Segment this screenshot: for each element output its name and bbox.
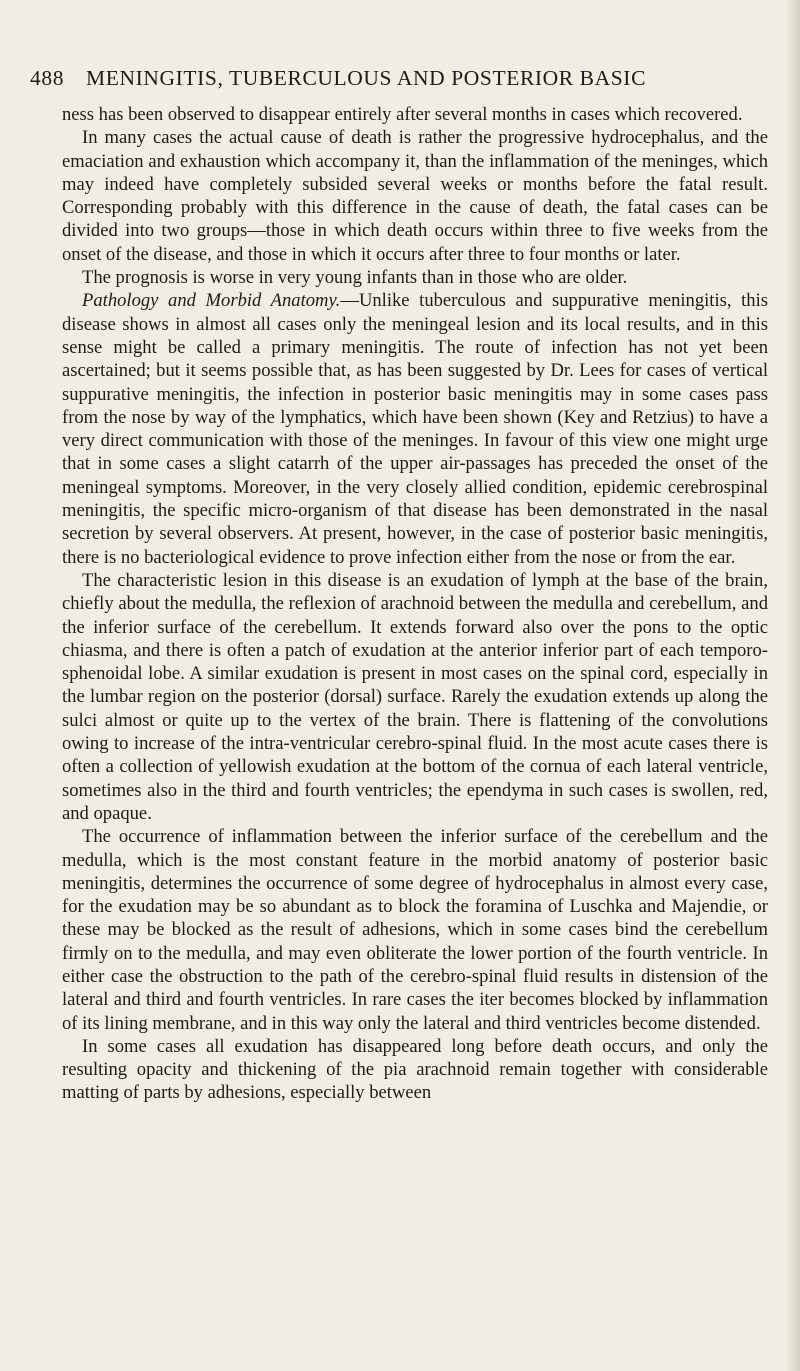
page-number: 488 bbox=[30, 66, 65, 90]
paragraph: In some cases all exudation has disappeared long before death occurs, and only the resulting opacity and thickening of the pia arachnoid remain together with considerable matting of parts by adhesions, especially between bbox=[62, 1035, 768, 1104]
body-text bbox=[62, 103, 768, 1105]
paragraph-continuation: ness has been observed to disappear entirely after several months in cases which recovered. bbox=[62, 104, 743, 125]
paragraph: The characteristic lesion in this disease is an exudation of lymph at the base of the brain, chiefly about the medulla, the reflexion of arachnoid between the medulla and cerebellum, and the inferior surface of the cerebellum. It extends forward also over the pons to the optic chiasma, and there is often a patch of exudation at the anterior inferior part of each temporo-sphenoidal lobe. A similar exudation is present in most cases on the spinal cord, especially in the lumbar region on the posterior (dorsal) surface. Rarely the exudation extends up along the sulci almost or quite up to the vertex of the brain. There is flattening of the convolutions owing to increase of the intra-ventricular cerebro-spinal fluid. In the most acute cases there is often a collection of yellowish exudation at the bottom of the cornua of each lateral ventricle, sometimes also in the third and fourth ventricles; the ependyma in such cases is swollen, red, and opaque. bbox=[62, 569, 768, 824]
page-edge-shadow bbox=[786, 0, 800, 1371]
running-title: MENINGITIS, TUBERCULOUS AND POSTERIOR BASIC bbox=[86, 66, 647, 90]
paragraph-with-heading: Pathology and Morbid Anatomy.—Unlike tuberculous and suppurative meningitis, this disease shows in almost all cases only the meningeal lesion and its local results, and in this sense might be called a primary meningitis. The route of infection has not yet been ascertained; but it seems possible that, as has been suggested by Dr. Lees for cases of vertical suppurative meningitis, the infection in posterior basic meningitis may in some cases pass from the nose by way of the lymphatics, which have been shown (Key and Retzius) to have a very direct communication with those of the meninges. In favour of this view one might urge that in some cases a slight catarrh of the upper air-passages has preceded the onset of the meningeal symptoms. Moreover, in the very closely allied condition, epidemic cerebrospinal meningitis, the specific micro-organism of that disease has been demonstrated in the nasal secretion by several observers. At present, however, in the case of posterior basic meningitis, there is no bacteriological evidence to prove infection either from the nose or from the ear. bbox=[62, 290, 768, 568]
section-heading: Pathology and Morbid Anatomy. bbox=[82, 290, 341, 312]
running-header bbox=[30, 66, 770, 91]
paragraph: The prognosis is worse in very young infants than in those who are older. bbox=[82, 267, 628, 289]
paragraph: The occurrence of inflammation between the inferior surface of the cerebellum and the medulla, which is the most constant feature in the morbid anatomy of posterior basic meningitis, determines the occurrence of some degree of hydrocephalus in almost every case, for the exudation may be so abundant as to block the foramina of Luschka and Majendie, or these may be blocked as the result of adhesions, which in some cases bind the cerebellum firmly on to the medulla, and may even obliterate the lower portion of the fourth ventricle. In either case the obstruction to the path of the cerebro-spinal fluid results in distension of the lateral and third and fourth ventricles. In rare cases the iter becomes blocked by inflammation of its lining membrane, and in this way only the lateral and third ventricles become distended. bbox=[62, 826, 768, 1034]
paragraph: In many cases the actual cause of death is rather the progressive hydrocephalus, and the emaciation and exhaustion which accompany it, than the inflammation of the meninges, which may indeed have completely subsided several weeks or months before the fatal result. Corresponding probably with this difference in the cause of death, the fatal cases can be divided into two groups—those in which death occurs within three to five weeks from the onset of the disease, and those in which it occurs after three to four months or later. bbox=[62, 127, 768, 265]
